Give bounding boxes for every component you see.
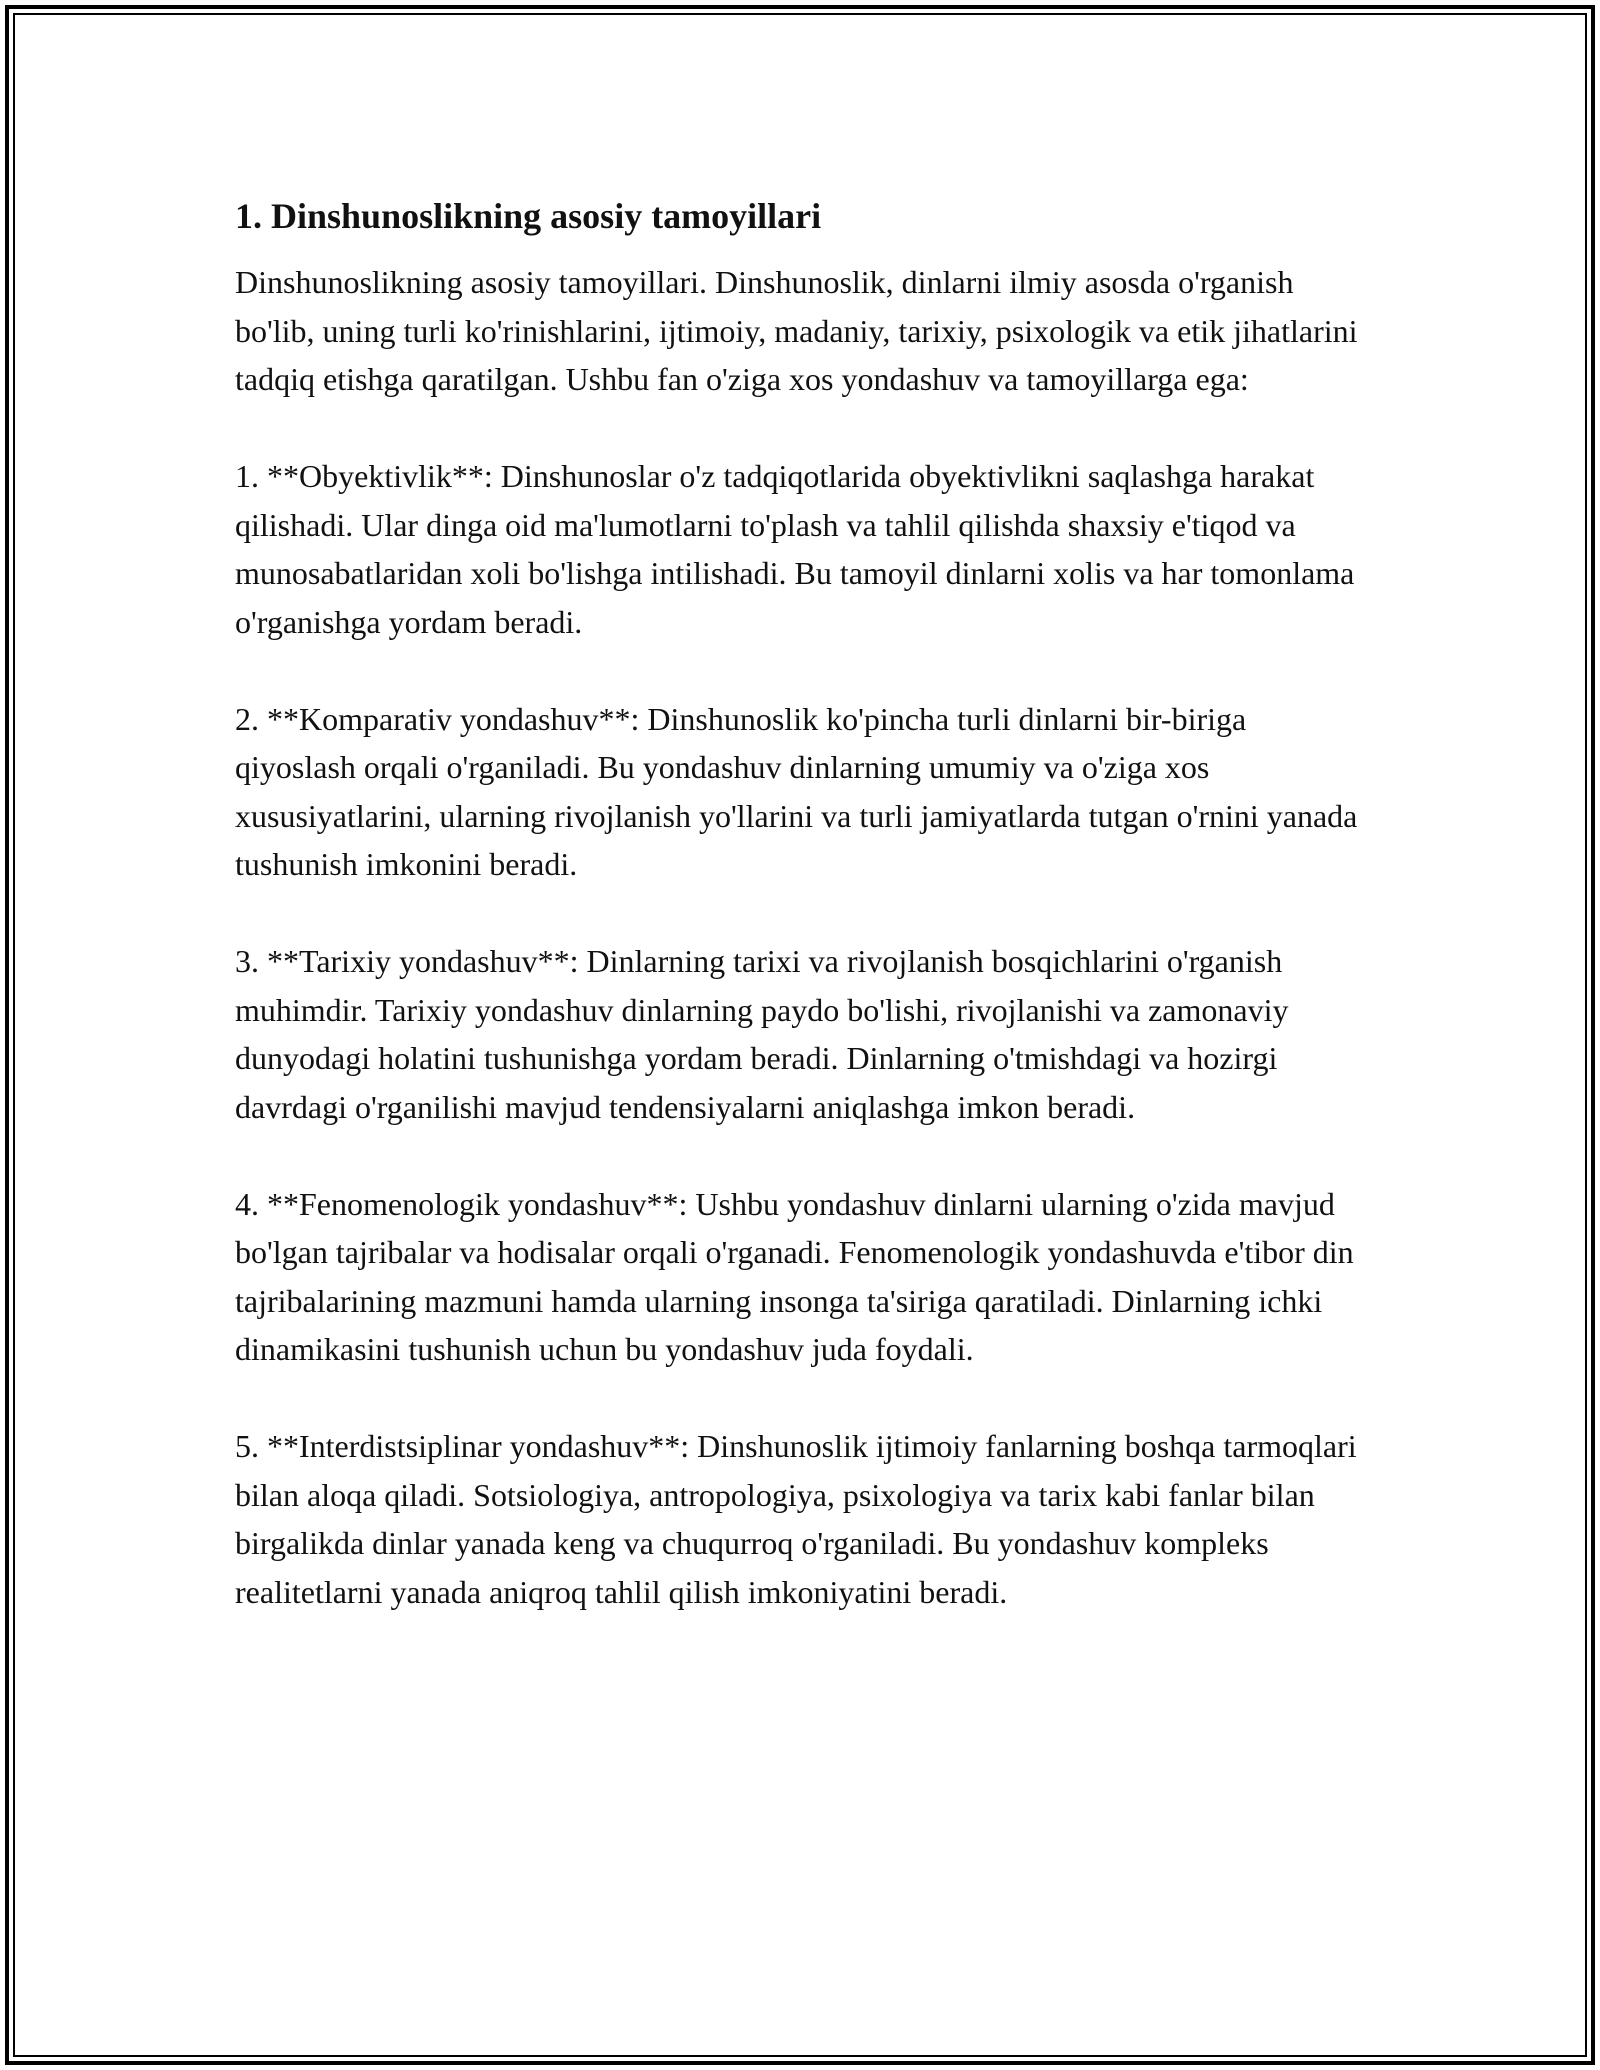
principle-interdisciplinary-paragraph: 5. **Interdistsiplinar yondashuv**: Dinshunoslik ijtimoiy fanlarning boshqa tarmoqlari bilan aloqa qiladi. Sotsiologiya, antropologiya, psixologiya va tarix kabi fanlar bilan birgalikda dinlar yanada keng va chuqurroq o'rganiladi. Bu yondashuv kompleks realitetlarni yanada aniqroq tahlil qilish imkoniyatini beradi. <box>235 1428 1357 1610</box>
principle-comparative-paragraph: 2. **Komparativ yondashuv**: Dinshunoslik ko'pincha turli dinlarni bir-biriga qiyoslash orqali o'rganiladi. Bu yondashuv dinlarning umumiy va o'ziga xos xususiyatlarini, ularning rivojlanish yo'llarini va turli jamiyatlarda tutgan o'rnini yanada tushunish imkonini beradi. <box>235 700 1358 882</box>
document-body <box>235 188 1370 1616</box>
principle-phenomenological-paragraph: 4. **Fenomenologik yondashuv**: Ushbu yondashuv dinlarni ularning o'zida mavjud bo'lgan tajribalar va hodisalar orqali o'rganadi. Fenomenologik yondashuvda e'tibor din tajribalarining mazmuni hamda ularning insonga ta'siriga qaratiladi. Dinlarning ichki dinamikasini tushunish uchun bu yondashuv juda foydali. <box>235 1185 1354 1367</box>
principle-historical-paragraph: 3. **Tarixiy yondashuv**: Dinlarning tarixi va rivojlanish bosqichlarini o'rganish muhimdir. Tarixiy yondashuv dinlarning paydo bo'lishi, rivojlanishi va zamonaviy dunyodagi holatini tushunishga yordam beradi. Dinlarning o'tmishdagi va hozirgi davrdagi o'rganilishi mavjud tendensiyalarni aniqlashga imkon beradi. <box>235 943 1289 1125</box>
intro-paragraph: Dinshunoslikning asosiy tamoyillari. Dinshunoslik, dinlarni ilmiy asosda o'rganish bo'lib, uning turli ko'rinishlarini, ijtimoiy, madaniy, tarixiy, psixologik va etik jihatlarini tadqiq etishga qaratilgan. Ushbu fan o'ziga xos yondashuv va tamoyillarga ega: <box>235 264 1358 397</box>
principle-objectivity-paragraph: 1. **Obyektivlik**: Dinshunoslar o'z tadqiqotlarida obyektivlikni saqlashga harakat qilishadi. Ular dinga oid ma'lumotlarni to'plash va tahlil qilishda shaxsiy e'tiqod va munosabatlaridan xoli bo'lishga intilishadi. Bu tamoyil dinlarni xolis va har tomonlama o'rganishga yordam beradi. <box>235 458 1355 640</box>
document-title: 1. Dinshunoslikning asosiy tamoyillari <box>235 196 822 236</box>
